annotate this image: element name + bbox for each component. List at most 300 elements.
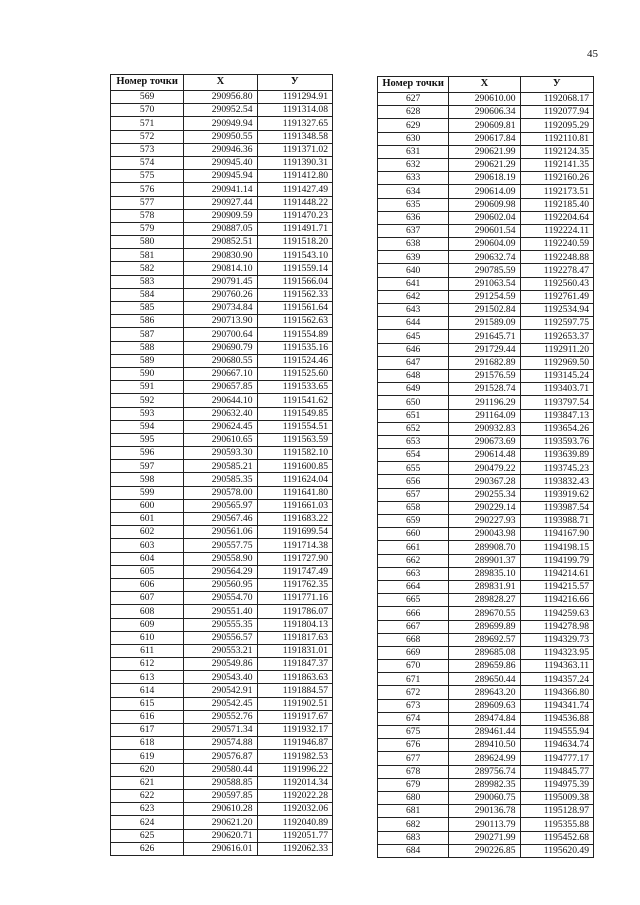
point-number-cell: 671 xyxy=(378,673,449,686)
x-coordinate-cell: 290479.22 xyxy=(449,462,520,475)
point-number-cell: 616 xyxy=(111,710,184,723)
y-coordinate-cell: 1192160.26 xyxy=(520,172,593,185)
point-number-cell: 587 xyxy=(111,328,184,341)
x-coordinate-cell: 291254.59 xyxy=(449,290,520,303)
table-row xyxy=(378,778,594,791)
x-coordinate-cell: 290950.55 xyxy=(184,130,257,143)
y-coordinate-cell: 1191554.51 xyxy=(257,420,333,433)
table-row xyxy=(378,739,594,752)
point-number-cell: 600 xyxy=(111,499,184,512)
y-coordinate-cell: 1191327.65 xyxy=(257,117,333,130)
table-row xyxy=(378,831,594,844)
point-number-cell: 660 xyxy=(378,528,449,541)
table-row xyxy=(111,249,333,262)
table-row xyxy=(111,394,333,407)
y-coordinate-cell: 1194278.98 xyxy=(520,620,593,633)
point-number-cell: 573 xyxy=(111,143,184,156)
table-row xyxy=(378,356,594,369)
table-row xyxy=(378,383,594,396)
table-row xyxy=(378,580,594,593)
x-coordinate-cell: 290618.19 xyxy=(449,172,520,185)
x-coordinate-cell: 290564.29 xyxy=(184,565,257,578)
y-coordinate-cell: 1193593.76 xyxy=(520,435,593,448)
x-coordinate-cell: 290580.44 xyxy=(184,763,257,776)
point-number-cell: 601 xyxy=(111,513,184,526)
y-coordinate-cell: 1191771.16 xyxy=(257,592,333,605)
table-row xyxy=(111,816,333,829)
table-row xyxy=(378,290,594,303)
x-coordinate-cell: 289461.44 xyxy=(449,726,520,739)
y-coordinate-cell: 1191412.80 xyxy=(257,170,333,183)
point-number-cell: 652 xyxy=(378,422,449,435)
table-row xyxy=(378,673,594,686)
y-coordinate-cell: 1192761.49 xyxy=(520,290,593,303)
x-coordinate-cell: 290060.75 xyxy=(449,791,520,804)
x-coordinate-cell: 290667.10 xyxy=(184,367,257,380)
x-coordinate-cell: 289908.70 xyxy=(449,541,520,554)
point-number-cell: 584 xyxy=(111,288,184,301)
x-coordinate-cell: 290551.40 xyxy=(184,605,257,618)
table-row xyxy=(111,170,333,183)
x-coordinate-cell: 290574.88 xyxy=(184,737,257,750)
point-number-cell: 617 xyxy=(111,724,184,737)
y-coordinate-cell: 1191562.33 xyxy=(257,288,333,301)
table-row xyxy=(111,196,333,209)
y-coordinate-cell: 1191847.37 xyxy=(257,658,333,671)
table-row xyxy=(111,724,333,737)
y-coordinate-cell: 1191582.10 xyxy=(257,447,333,460)
y-coordinate-cell: 1191661.03 xyxy=(257,499,333,512)
table-row xyxy=(378,541,594,554)
point-number-cell: 579 xyxy=(111,222,184,235)
point-number-cell: 577 xyxy=(111,196,184,209)
point-number-cell: 669 xyxy=(378,646,449,659)
point-number-cell: 586 xyxy=(111,315,184,328)
header-point-number: Номер точки xyxy=(378,77,449,93)
y-coordinate-cell: 1192095.29 xyxy=(520,119,593,132)
x-coordinate-cell: 289659.86 xyxy=(449,660,520,673)
table-row xyxy=(111,328,333,341)
x-coordinate-cell: 290554.70 xyxy=(184,592,257,605)
table-row xyxy=(378,119,594,132)
table-row xyxy=(111,592,333,605)
table-row xyxy=(378,515,594,528)
x-coordinate-cell: 290043.98 xyxy=(449,528,520,541)
point-number-cell: 569 xyxy=(111,91,184,104)
table-row xyxy=(378,660,594,673)
y-coordinate-cell: 1191727.90 xyxy=(257,552,333,565)
point-number-cell: 588 xyxy=(111,341,184,354)
x-coordinate-cell: 291682.89 xyxy=(449,356,520,369)
table-header-row xyxy=(378,77,594,93)
x-coordinate-cell: 290557.75 xyxy=(184,539,257,552)
point-number-cell: 589 xyxy=(111,354,184,367)
x-coordinate-cell: 290255.34 xyxy=(449,488,520,501)
y-coordinate-cell: 1194259.63 xyxy=(520,607,593,620)
header-point-number: Номер точки xyxy=(111,75,184,91)
y-coordinate-cell: 1194363.11 xyxy=(520,660,593,673)
table-row xyxy=(378,646,594,659)
y-coordinate-cell: 1191902.51 xyxy=(257,697,333,710)
x-coordinate-cell: 291063.54 xyxy=(449,277,520,290)
point-number-cell: 622 xyxy=(111,789,184,802)
point-number-cell: 602 xyxy=(111,526,184,539)
table-row xyxy=(111,565,333,578)
x-coordinate-cell: 290945.40 xyxy=(184,156,257,169)
table-row xyxy=(111,803,333,816)
x-coordinate-cell: 290588.85 xyxy=(184,776,257,789)
header-x: X xyxy=(184,75,257,91)
y-coordinate-cell: 1191562.63 xyxy=(257,315,333,328)
point-number-cell: 676 xyxy=(378,739,449,752)
table-row xyxy=(111,710,333,723)
table-row xyxy=(111,737,333,750)
y-coordinate-cell: 1193745.23 xyxy=(520,462,593,475)
table-row xyxy=(111,367,333,380)
point-number-cell: 655 xyxy=(378,462,449,475)
x-coordinate-cell: 290690.79 xyxy=(184,341,257,354)
table-row xyxy=(378,791,594,804)
table-row xyxy=(378,607,594,620)
table-row xyxy=(378,132,594,145)
point-number-cell: 594 xyxy=(111,420,184,433)
table-row xyxy=(378,712,594,725)
y-coordinate-cell: 1192110.81 xyxy=(520,132,593,145)
x-coordinate-cell: 290785.59 xyxy=(449,264,520,277)
point-number-cell: 684 xyxy=(378,844,449,857)
point-number-cell: 657 xyxy=(378,488,449,501)
x-coordinate-cell: 291196.29 xyxy=(449,396,520,409)
y-coordinate-cell: 1193145.24 xyxy=(520,369,593,382)
x-coordinate-cell: 289699.89 xyxy=(449,620,520,633)
point-number-cell: 644 xyxy=(378,317,449,330)
y-coordinate-cell: 1193797.54 xyxy=(520,396,593,409)
point-number-cell: 591 xyxy=(111,381,184,394)
y-coordinate-cell: 1192969.50 xyxy=(520,356,593,369)
x-coordinate-cell: 290556.57 xyxy=(184,631,257,644)
x-coordinate-cell: 290578.00 xyxy=(184,486,257,499)
point-number-cell: 632 xyxy=(378,158,449,171)
point-number-cell: 572 xyxy=(111,130,184,143)
y-coordinate-cell: 1192204.64 xyxy=(520,211,593,224)
x-coordinate-cell: 290567.46 xyxy=(184,513,257,526)
table-row xyxy=(111,658,333,671)
point-number-cell: 607 xyxy=(111,592,184,605)
table-row xyxy=(378,93,594,106)
point-number-cell: 645 xyxy=(378,330,449,343)
x-coordinate-cell: 290542.91 xyxy=(184,684,257,697)
y-coordinate-cell: 1191348.58 xyxy=(257,130,333,143)
table-row xyxy=(378,726,594,739)
x-coordinate-cell: 290136.78 xyxy=(449,805,520,818)
point-number-cell: 647 xyxy=(378,356,449,369)
point-number-cell: 680 xyxy=(378,791,449,804)
y-coordinate-cell: 1191525.60 xyxy=(257,367,333,380)
y-coordinate-cell: 1192560.43 xyxy=(520,277,593,290)
y-coordinate-cell: 1194198.15 xyxy=(520,541,593,554)
x-coordinate-cell: 290585.35 xyxy=(184,473,257,486)
x-coordinate-cell: 291576.59 xyxy=(449,369,520,382)
x-coordinate-cell: 290552.76 xyxy=(184,710,257,723)
x-coordinate-cell: 290609.98 xyxy=(449,198,520,211)
x-coordinate-cell: 290543.40 xyxy=(184,671,257,684)
table-row xyxy=(378,620,594,633)
table-row xyxy=(378,409,594,422)
table-row xyxy=(111,117,333,130)
point-number-cell: 581 xyxy=(111,249,184,262)
x-coordinate-cell: 291729.44 xyxy=(449,343,520,356)
y-coordinate-cell: 1191518.20 xyxy=(257,236,333,249)
y-coordinate-cell: 1191533.65 xyxy=(257,381,333,394)
point-number-cell: 610 xyxy=(111,631,184,644)
x-coordinate-cell: 290576.87 xyxy=(184,750,257,763)
y-coordinate-cell: 1192597.75 xyxy=(520,317,593,330)
table-row xyxy=(111,91,333,104)
point-number-cell: 628 xyxy=(378,106,449,119)
y-coordinate-cell: 1191491.71 xyxy=(257,222,333,235)
page-number: 45 xyxy=(587,48,598,60)
point-number-cell: 582 xyxy=(111,262,184,275)
y-coordinate-cell: 1191371.02 xyxy=(257,143,333,156)
point-number-cell: 599 xyxy=(111,486,184,499)
table-row xyxy=(111,433,333,446)
point-number-cell: 593 xyxy=(111,407,184,420)
x-coordinate-cell: 290367.28 xyxy=(449,475,520,488)
y-coordinate-cell: 1192077.94 xyxy=(520,106,593,119)
point-number-cell: 636 xyxy=(378,211,449,224)
point-number-cell: 641 xyxy=(378,277,449,290)
y-coordinate-cell: 1192022.28 xyxy=(257,789,333,802)
x-coordinate-cell: 290617.84 xyxy=(449,132,520,145)
table-row xyxy=(111,776,333,789)
y-coordinate-cell: 1191641.80 xyxy=(257,486,333,499)
table-row xyxy=(111,236,333,249)
y-coordinate-cell: 1191563.59 xyxy=(257,433,333,446)
x-coordinate-cell: 290830.90 xyxy=(184,249,257,262)
header-y: У xyxy=(520,77,593,93)
y-coordinate-cell: 1191427.49 xyxy=(257,183,333,196)
point-number-cell: 637 xyxy=(378,224,449,237)
point-number-cell: 663 xyxy=(378,567,449,580)
x-coordinate-cell: 291502.84 xyxy=(449,304,520,317)
y-coordinate-cell: 1192062.33 xyxy=(257,842,333,855)
y-coordinate-cell: 1191863.63 xyxy=(257,671,333,684)
y-coordinate-cell: 1195452.68 xyxy=(520,831,593,844)
point-number-cell: 650 xyxy=(378,396,449,409)
point-number-cell: 625 xyxy=(111,829,184,842)
table-row xyxy=(111,222,333,235)
table-row xyxy=(111,156,333,169)
x-coordinate-cell: 290614.09 xyxy=(449,185,520,198)
y-coordinate-cell: 1191804.13 xyxy=(257,618,333,631)
table-row xyxy=(378,805,594,818)
x-coordinate-cell: 289624.99 xyxy=(449,752,520,765)
x-coordinate-cell: 289670.55 xyxy=(449,607,520,620)
y-coordinate-cell: 1192032.06 xyxy=(257,803,333,816)
x-coordinate-cell: 290734.84 xyxy=(184,302,257,315)
point-number-cell: 678 xyxy=(378,765,449,778)
y-coordinate-cell: 1191683.22 xyxy=(257,513,333,526)
y-coordinate-cell: 1191714.38 xyxy=(257,539,333,552)
table-row xyxy=(111,631,333,644)
x-coordinate-cell: 290602.04 xyxy=(449,211,520,224)
x-coordinate-cell: 290621.20 xyxy=(184,816,257,829)
x-coordinate-cell: 290621.99 xyxy=(449,145,520,158)
point-number-cell: 609 xyxy=(111,618,184,631)
table-row xyxy=(111,447,333,460)
y-coordinate-cell: 1191946.87 xyxy=(257,737,333,750)
y-coordinate-cell: 1193987.54 xyxy=(520,501,593,514)
y-coordinate-cell: 1192068.17 xyxy=(520,93,593,106)
x-coordinate-cell: 290814.10 xyxy=(184,262,257,275)
y-coordinate-cell: 1191559.14 xyxy=(257,262,333,275)
y-coordinate-cell: 1193919.62 xyxy=(520,488,593,501)
y-coordinate-cell: 1191470.23 xyxy=(257,209,333,222)
point-number-cell: 661 xyxy=(378,541,449,554)
y-coordinate-cell: 1191917.67 xyxy=(257,710,333,723)
table-row xyxy=(111,499,333,512)
point-number-cell: 620 xyxy=(111,763,184,776)
table-row xyxy=(378,818,594,831)
x-coordinate-cell: 290226.85 xyxy=(449,844,520,857)
table-row xyxy=(378,172,594,185)
point-number-cell: 598 xyxy=(111,473,184,486)
y-coordinate-cell: 1193847.13 xyxy=(520,409,593,422)
x-coordinate-cell: 290558.90 xyxy=(184,552,257,565)
y-coordinate-cell: 1194555.94 xyxy=(520,726,593,739)
table-row xyxy=(378,185,594,198)
x-coordinate-cell: 291589.09 xyxy=(449,317,520,330)
table-row xyxy=(378,633,594,646)
point-number-cell: 627 xyxy=(378,93,449,106)
table-row xyxy=(111,288,333,301)
y-coordinate-cell: 1191600.85 xyxy=(257,460,333,473)
point-number-cell: 618 xyxy=(111,737,184,750)
table-row xyxy=(378,594,594,607)
table-row xyxy=(378,765,594,778)
point-number-cell: 619 xyxy=(111,750,184,763)
y-coordinate-cell: 1192124.35 xyxy=(520,145,593,158)
point-number-cell: 626 xyxy=(111,842,184,855)
coordinates-table-left xyxy=(110,74,333,856)
table-row xyxy=(378,462,594,475)
x-coordinate-cell: 290673.69 xyxy=(449,435,520,448)
y-coordinate-cell: 1191543.10 xyxy=(257,249,333,262)
y-coordinate-cell: 1193832.43 xyxy=(520,475,593,488)
table-row xyxy=(111,750,333,763)
x-coordinate-cell: 290644.10 xyxy=(184,394,257,407)
table-row xyxy=(111,183,333,196)
y-coordinate-cell: 1191699.54 xyxy=(257,526,333,539)
table-row xyxy=(111,341,333,354)
x-coordinate-cell: 290604.09 xyxy=(449,238,520,251)
point-number-cell: 677 xyxy=(378,752,449,765)
y-coordinate-cell: 1192911.20 xyxy=(520,343,593,356)
table-row xyxy=(111,644,333,657)
y-coordinate-cell: 1191884.57 xyxy=(257,684,333,697)
table-row xyxy=(111,539,333,552)
point-number-cell: 631 xyxy=(378,145,449,158)
table-row xyxy=(111,354,333,367)
x-coordinate-cell: 290560.95 xyxy=(184,578,257,591)
table-row xyxy=(111,143,333,156)
x-coordinate-cell: 289831.91 xyxy=(449,580,520,593)
x-coordinate-cell: 290227.93 xyxy=(449,515,520,528)
x-coordinate-cell: 290700.64 xyxy=(184,328,257,341)
y-coordinate-cell: 1192173.51 xyxy=(520,185,593,198)
y-coordinate-cell: 1194975.39 xyxy=(520,778,593,791)
x-coordinate-cell: 289410.50 xyxy=(449,739,520,752)
table-row xyxy=(378,435,594,448)
y-coordinate-cell: 1191554.89 xyxy=(257,328,333,341)
y-coordinate-cell: 1192014.34 xyxy=(257,776,333,789)
point-number-cell: 640 xyxy=(378,264,449,277)
table-row xyxy=(378,369,594,382)
point-number-cell: 646 xyxy=(378,343,449,356)
y-coordinate-cell: 1191932.17 xyxy=(257,724,333,737)
y-coordinate-cell: 1192534.94 xyxy=(520,304,593,317)
point-number-cell: 673 xyxy=(378,699,449,712)
x-coordinate-cell: 290610.28 xyxy=(184,803,257,816)
point-number-cell: 633 xyxy=(378,172,449,185)
table-row xyxy=(111,578,333,591)
x-coordinate-cell: 290606.34 xyxy=(449,106,520,119)
x-coordinate-cell: 290680.55 xyxy=(184,354,257,367)
y-coordinate-cell: 1191390.31 xyxy=(257,156,333,169)
table-row xyxy=(378,198,594,211)
x-coordinate-cell: 290555.35 xyxy=(184,618,257,631)
x-coordinate-cell: 291528.74 xyxy=(449,383,520,396)
table-row xyxy=(378,567,594,580)
point-number-cell: 665 xyxy=(378,594,449,607)
y-coordinate-cell: 1193988.71 xyxy=(520,515,593,528)
point-number-cell: 674 xyxy=(378,712,449,725)
y-coordinate-cell: 1192278.47 xyxy=(520,264,593,277)
header-y: У xyxy=(257,75,333,91)
x-coordinate-cell: 290616.01 xyxy=(184,842,257,855)
point-number-cell: 575 xyxy=(111,170,184,183)
x-coordinate-cell: 290597.85 xyxy=(184,789,257,802)
x-coordinate-cell: 289901.37 xyxy=(449,554,520,567)
y-coordinate-cell: 1192141.35 xyxy=(520,158,593,171)
x-coordinate-cell: 290941.14 xyxy=(184,183,257,196)
table-header-row xyxy=(111,75,333,91)
x-coordinate-cell: 291645.71 xyxy=(449,330,520,343)
x-coordinate-cell: 290614.48 xyxy=(449,449,520,462)
table-row xyxy=(378,501,594,514)
point-number-cell: 611 xyxy=(111,644,184,657)
point-number-cell: 570 xyxy=(111,104,184,117)
y-coordinate-cell: 1191831.01 xyxy=(257,644,333,657)
table-row xyxy=(111,763,333,776)
x-coordinate-cell: 289692.57 xyxy=(449,633,520,646)
y-coordinate-cell: 1191817.63 xyxy=(257,631,333,644)
x-coordinate-cell: 291164.09 xyxy=(449,409,520,422)
y-coordinate-cell: 1191549.85 xyxy=(257,407,333,420)
table-row xyxy=(111,526,333,539)
x-coordinate-cell: 289650.44 xyxy=(449,673,520,686)
y-coordinate-cell: 1194216.66 xyxy=(520,594,593,607)
y-coordinate-cell: 1194329.73 xyxy=(520,633,593,646)
x-coordinate-cell: 290632.74 xyxy=(449,251,520,264)
x-coordinate-cell: 290565.97 xyxy=(184,499,257,512)
y-coordinate-cell: 1191294.91 xyxy=(257,91,333,104)
y-coordinate-cell: 1194215.57 xyxy=(520,580,593,593)
x-coordinate-cell: 289474.84 xyxy=(449,712,520,725)
table-row xyxy=(111,789,333,802)
point-number-cell: 613 xyxy=(111,671,184,684)
point-number-cell: 648 xyxy=(378,369,449,382)
